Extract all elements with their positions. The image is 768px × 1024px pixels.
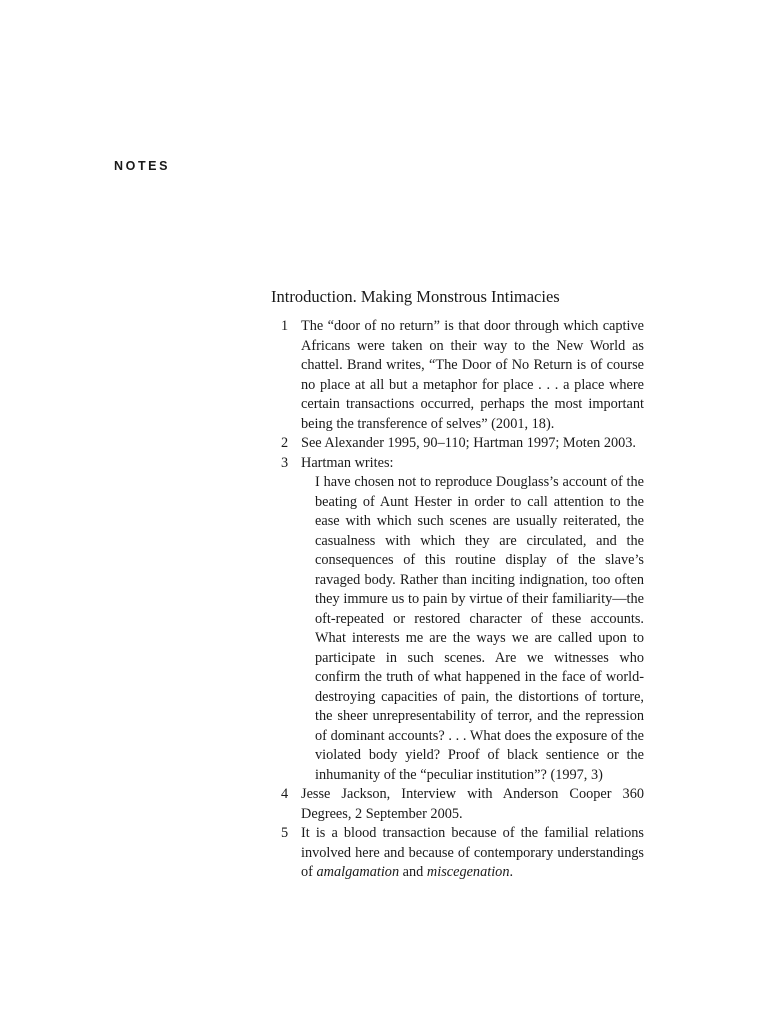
note-number: 4 <box>281 786 289 802</box>
note-3 <box>271 454 644 786</box>
chapter-title: Introduction. Making Monstrous Intimacies <box>271 287 560 306</box>
note-text-part: and <box>399 864 427 880</box>
note-text: See Alexander 1995, 90–110; Hartman 1997; Moten 2003. <box>301 435 636 451</box>
note-text <box>301 824 644 883</box>
section-heading: NOTES <box>114 159 171 173</box>
note-text-part: It is a blood transaction because of the familial relations involved here and because of contemporary understandings of <box>301 825 644 880</box>
note-1 <box>271 317 644 434</box>
note-text: The “door of no return” is that door through which captive Africans were taken on their way to the New World as chattel. Brand writes, “The Door of No Return is of course no place at all but a metaphor for place . . . a place where certain transactions occurred, perhaps the most important being the transference of selves” (2001, 18). <box>301 318 644 432</box>
note-number: 1 <box>281 318 289 334</box>
italic-term: miscegenation <box>426 864 510 880</box>
note-number: 3 <box>281 454 289 471</box>
block-quote: I have chosen not to reproduce Douglass’s account of the beating of Aunt Hester in order to call attention to the ease with which such scenes are usually reiterated, the casualness with which they are circulated, and the consequences of this routine display of the slave’s ravaged body. Rather than inciting indignation, too often they immure us to pain by virtue of their familiarity—the oft-repeated or restored character of these accounts. What interests me are the ways we are called upon to participate in such scenes. Are we witnesses who confirm the truth of what happened in the face of world-destroying capacities of pain, the distortions of torture, the sheer unrepresentability of terror, and the repression of dominant accounts? . . . What does the exposure of the violated body yield? Proof of black sentience or the inhumanity of the “peculiar institution”? (1997, 3) <box>315 474 644 783</box>
note-4 <box>271 785 644 824</box>
note-text: Hartman writes: <box>301 454 394 471</box>
note-text: Jesse Jackson, Interview with Anderson Cooper 360 Degrees, 2 September 2005. <box>301 786 644 822</box>
notes-list <box>271 317 644 883</box>
note-number: 2 <box>281 435 289 451</box>
note-5 <box>271 824 644 883</box>
note-2 <box>271 434 644 454</box>
note-number: 5 <box>281 825 289 841</box>
italic-term: amalgamation <box>316 864 400 880</box>
note-text-part: . <box>509 864 514 880</box>
